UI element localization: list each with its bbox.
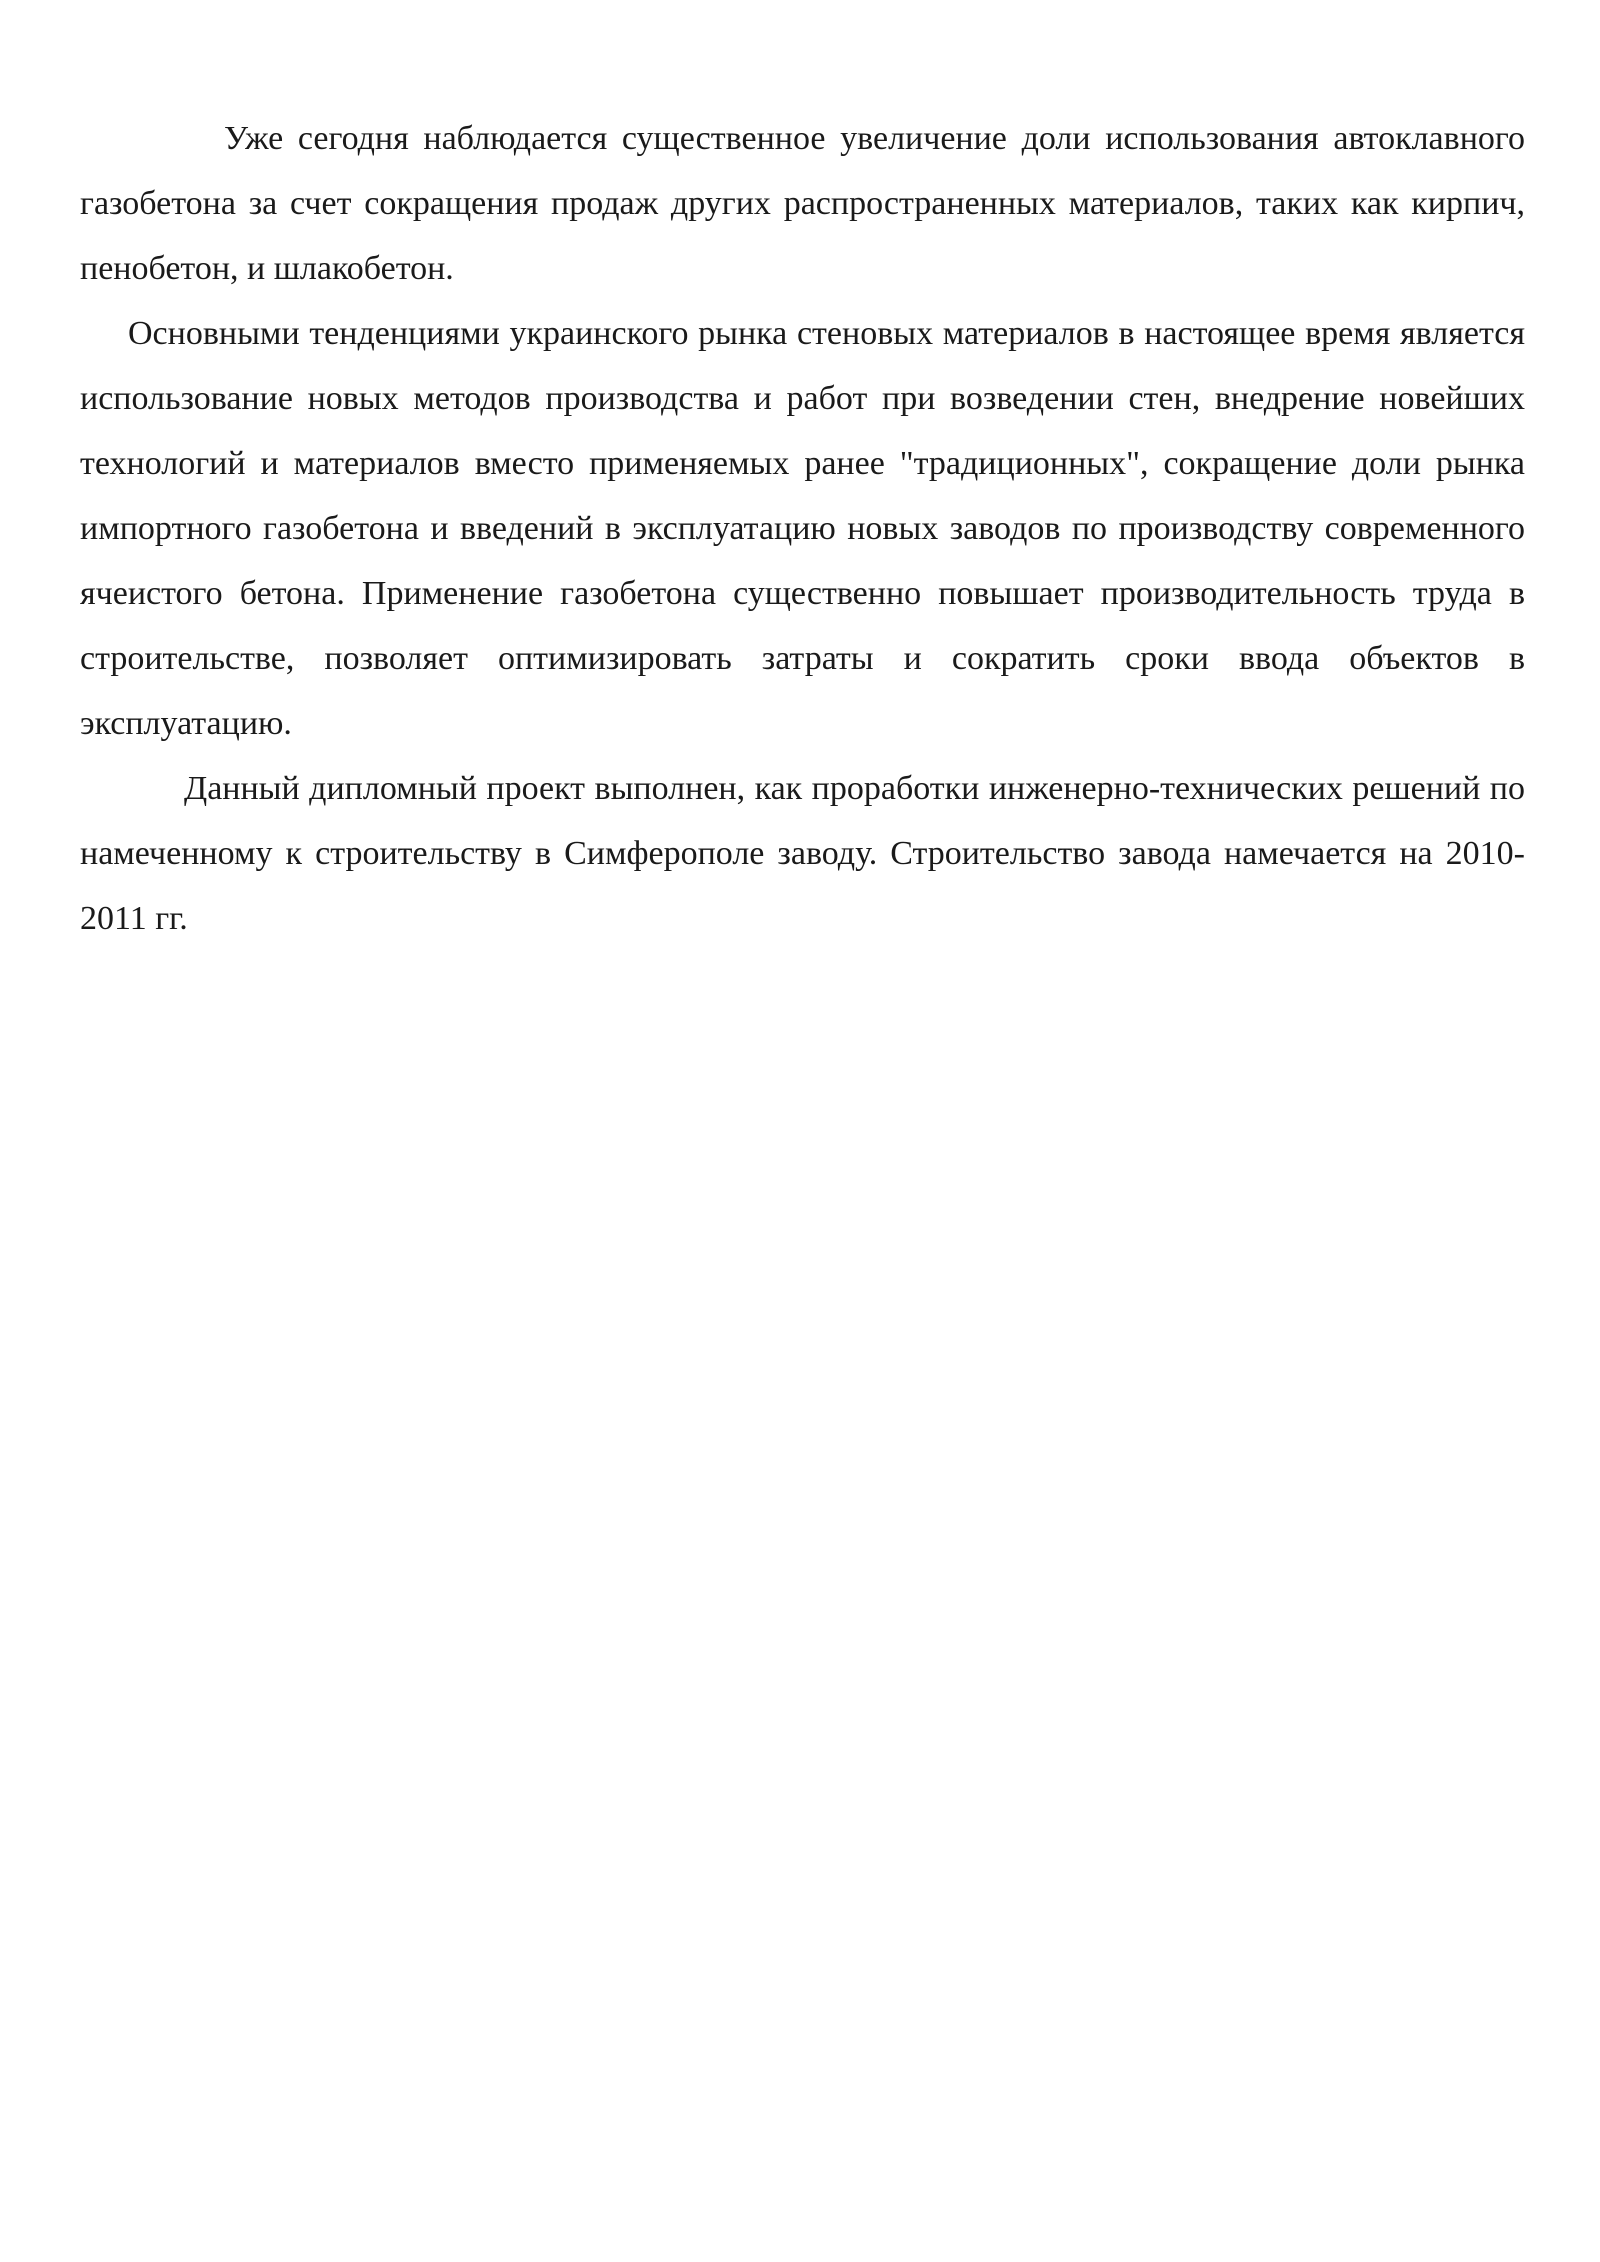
paragraph-3: Данный дипломный проект выполнен, как проработки инженерно-технических решений по намеченному к строительству в Симферополе заводу. Строительство завода намечается на 2010-2011 гг. xyxy=(80,770,1525,937)
paragraph-1: Уже сегодня наблюдается существенное увеличение доли использования автоклавного газобетона за счет сокращения продаж других распространенных материалов, таких как кирпич, пенобетон, и шлакобетон. xyxy=(80,120,1525,287)
paragraph-2: Основными тенденциями украинского рынка стеновых материалов в настоящее время является использование новых методов производства и работ при возведении стен, внедрение новейших технологий и материалов вместо применяемых ранее "традиционных", сокращение доли рынка импортного газобетона и введений в эксплуатацию новых заводов по производству современного ячеистого бетона. Применение газобетона существенно повышает производительность труда в строительстве, позволяет оптимизировать затраты и сократить сроки ввода объектов в эксплуатацию. xyxy=(80,315,1525,742)
body-text xyxy=(80,106,1525,951)
